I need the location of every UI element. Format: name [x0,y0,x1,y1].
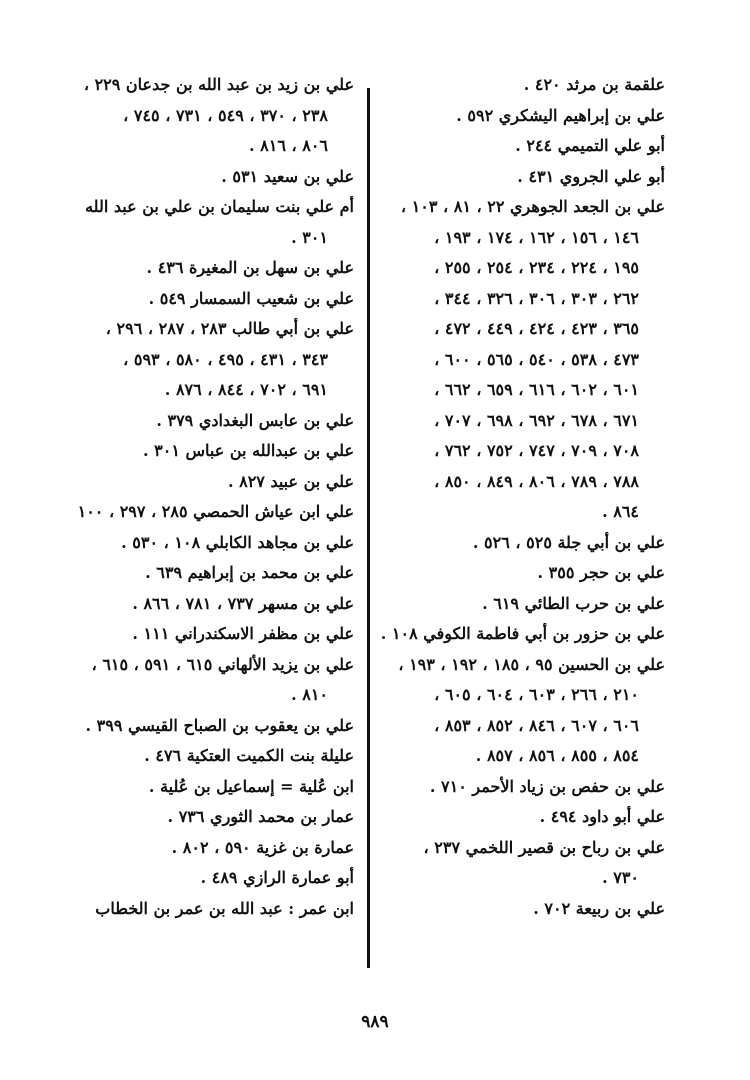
index-entry-continuation: ٨١٠ . [291,685,328,704]
index-entry: علي بن عبدالله بن عباس ٣٠١ . [143,441,354,460]
index-entry: عمارة بن غزية ٥٩٠ ، ٨٠٢ . [171,837,354,857]
index-entry: علي بن شعيب السمسار ٥٤٩ . [148,288,354,308]
index-entry-continuation: ٣٠١ . [291,227,328,247]
index-entry: علي بن أبي طالب ٢٨٣ ، ٢٨٧ ، ٢٩٦ ، [105,319,354,338]
index-entry: علي بن حفص بن زياد الأحمر ٧١٠ . [429,776,665,796]
index-entry: علي بن يعقوب بن الصباح القيسي ٣٩٩ . [85,715,354,735]
index-entry: علي بن حجر ٣٥٥ . [537,563,665,582]
index-entry: أم علي بنت سليمان بن علي بن عبد الله [85,197,354,216]
index-entry-continuation: ٢٦٢ ، ٣٠٣ ، ٣٠٦ ، ٣٢٦ ، ٣٤٤ ، [434,288,639,308]
index-entry-continuation: ١٤٦ ، ١٥٦ ، ١٦٢ ، ١٧٤ ، ١٩٣ ، [434,227,639,247]
index-entry: عليلة بنت الكميت العتكية ٤٧٦ . [144,746,354,765]
index-entry-continuation: ٢٣٨ ، ٣٧٠ ، ٥٤٩ ، ٧٣١ ، ٧٤٥ ، [123,105,328,125]
index-column-right [380,70,665,924]
index-entry: علي بن سعيد ٥٣١ . [221,166,354,186]
index-column-left [78,70,354,924]
index-entry: علي بن إبراهيم اليشكري ٥٩٢ . [456,105,665,125]
index-entry: علي بن عابس البغدادي ٣٧٩ . [156,410,354,430]
index-entry: علي بن حرب الطائي ٦١٩ . [482,593,665,613]
index-entry-continuation: ٧٨٨ ، ٧٨٩ ، ٨٠٦ ، ٨٤٩ ، ٨٥٠ ، [434,471,639,491]
index-entry-continuation: ١٩٥ ، ٢٢٤ ، ٢٣٤ ، ٢٥٤ ، ٢٥٥ ، [434,258,639,277]
index-entry-continuation: ٦٠١ ، ٦٠٢ ، ٦١٦ ، ٦٥٩ ، ٦٦٢ ، [434,380,639,399]
index-entry: علي بن سهل بن المغيرة ٤٣٦ . [146,258,354,277]
index-entry: علي بن محمد بن إبراهيم ٦٣٩ . [145,563,354,582]
index-entry: علي بن أبي جلة ٥٢٥ ، ٥٢٦ . [472,532,665,552]
index-entry: علي بن الجعد الجوهري ٢٢ ، ٨١ ، ١٠٣ ، [400,197,665,216]
index-entry: علي بن مسهر ٧٣٧ ، ٧٨١ ، ٨٦٦ . [132,593,354,613]
page-number: ٩٨٩ [361,1012,389,1032]
index-entry-continuation: ٣٦٥ ، ٤٢٣ ، ٤٢٤ ، ٤٤٩ ، ٤٧٢ ، [434,319,639,338]
index-entry-continuation: ٤٧٣ ، ٥٣٨ ، ٥٤٠ ، ٥٦٥ ، ٦٠٠ ، [434,349,639,369]
index-entry-continuation: ٦٧١ ، ٦٧٨ ، ٦٩٢ ، ٦٩٨ ، ٧٠٧ ، [434,410,639,430]
index-entry: علي بن حزور بن أبي فاطمة الكوفي ١٠٨ . [380,624,665,643]
index-entry-continuation: ٨٦٤ . [602,502,639,521]
index-entry-continuation: ٧٣٠ . [602,868,639,887]
index-entry: علقمة بن مرثد ٤٢٠ . [523,75,665,94]
index-entry: علي أبو داود ٤٩٤ . [539,807,665,826]
index-entry-continuation: ٦٠٦ ، ٦٠٧ ، ٨٤٦ ، ٨٥٢ ، ٨٥٣ ، [434,715,639,735]
index-entry: علي ابن عياش الحمصي ٢٨٥ ، ٢٩٧ ، ١٠٠ [77,502,354,521]
index-entry: علي بن مجاهد الكابلي ١٠٨ ، ٥٣٠ . [121,532,354,552]
index-entry-continuation: ٣٤٣ ، ٤٣١ ، ٤٩٥ ، ٥٨٠ ، ٥٩٣ ، [123,349,328,369]
index-entry: أبو علي التميمي ٢٤٤ . [515,136,665,155]
index-entry: علي بن رباح بن قصير اللخمي ٢٣٧ ، [423,837,665,857]
index-entry: أبو علي الجروي ٤٣١ . [517,166,665,186]
index-entry: علي بن ربيعة ٧٠٢ . [533,898,665,918]
index-entry: علي بن الحسين ٩٥ ، ١٨٥ ، ١٩٢ ، ١٩٣ ، [398,654,665,674]
index-entry: علي بن يزيد الألهاني ٦١٥ ، ٥٩١ ، ٦١٥ ، [91,654,354,674]
index-entry: أبو عمارة الرازي ٤٨٩ . [200,868,354,887]
index-entry: عمار بن محمد الثوري ٧٣٦ . [167,807,354,826]
index-entry: ابن عمر : عبد الله بن عمر بن الخطاب [95,898,354,918]
index-entry: ابن عُلية = إسماعيل بن عُلية . [148,776,354,796]
index-entry-continuation: ٧٠٨ ، ٧٠٩ ، ٧٤٧ ، ٧٥٢ ، ٧٦٢ ، [434,441,639,460]
index-entry-continuation: ٦٩١ ، ٧٠٢ ، ٨٤٤ ، ٨٧٦ . [164,380,328,399]
column-divider [367,88,370,968]
index-entry-continuation: ٨٠٦ ، ٨١٦ . [248,136,328,155]
index-entry: علي بن عبيد ٨٢٧ . [227,471,354,491]
index-entry: علي بن زيد بن عبد الله بن جدعان ٢٢٩ ، [83,75,354,94]
index-entry-continuation: ٢١٠ ، ٢٦٦ ، ٦٠٣ ، ٦٠٤ ، ٦٠٥ ، [434,685,639,704]
index-entry-continuation: ٨٥٤ ، ٨٥٥ ، ٨٥٦ ، ٨٥٧ . [475,746,639,765]
index-entry: علي بن مظفر الاسكندراني ١١١ . [132,624,354,643]
